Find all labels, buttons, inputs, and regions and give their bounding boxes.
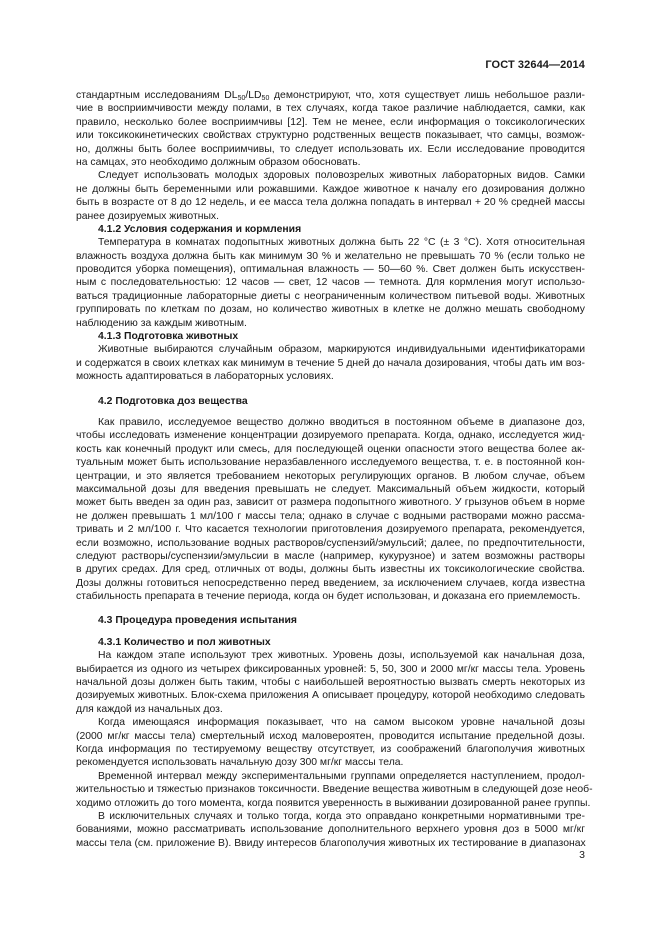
paragraph-line: Когда имеющаяся информация показывает, что на самом высоком уровне начальной дозы [98, 717, 585, 729]
text-run: /LD [245, 90, 262, 101]
paragraph-line: следуют растворы/суспензии/эмульсии в масле (например, кукурузное) и затем возможны растворы [76, 550, 585, 562]
paragraph-line: влажность воздуха должна быть как минимум 30 % и желательно не превышать 70 % (если только не [76, 250, 585, 262]
paragraph-line: туальным может быть использование неразбавленного исследуемого вещества, т. е. в постоянной кон- [76, 457, 585, 469]
spacer [76, 603, 585, 614]
spacer [76, 628, 585, 636]
paragraph-line: группировать по клеткам по дозам, но количество животных в клетке не должно мешать свободному [76, 304, 585, 316]
paragraph-line: правило, несколько более восприимчивы [12]. Тем не менее, если информация о токсикологических [76, 116, 585, 128]
section-heading: 4.1.3 Подготовка животных [98, 331, 239, 343]
paragraph-line: Следует использовать молодых здоровых половозрелых животных лабораторных видов. Самки [98, 170, 585, 182]
paragraph-line: центрации, и это является требованием некоторых регулирующих органов. В любом случае, объем [76, 470, 585, 482]
section-heading: 4.1.2 Условия содержания и кормления [98, 223, 302, 235]
paragraph-line: бованиями, можно рассматривать использование дополнительного верхнего уровня доз в 5000 мг/кг [76, 824, 585, 836]
paragraph-line: массы тела (см. приложение В). Ввиду интересов благополучия животных их тестирование в диапазонах [76, 837, 586, 849]
paragraph-line: ваться традиционные лабораторные диеты с неограниченным количеством питьевой воды. Животных [76, 290, 585, 302]
paragraph-line: На каждом этапе используют трех животных. Уровень дозы, используемой как начальная доза, [98, 650, 585, 662]
text-run: демонстрируют, что, хотя существует лишь небольшое разли- [269, 90, 585, 101]
paragraph-line: быть в возрасте от 8 до 12 недель, и ее масса тела должна попадать в интервал + 20 % средней массы [76, 197, 585, 209]
paragraph-line: (2000 мг/кг массы тела) смертельный исход маловероятен, проводится испытание предельной дозы. [76, 730, 585, 742]
paragraph-line: ранее дозируемых животных. [76, 210, 220, 222]
paragraph-line: или токсикокинетических свойствах структурно родственных веществ показывает, что самцы, возмож- [76, 130, 585, 142]
paragraph-line: дозируемых животных. Блок-схема приложения А описывает процедуру, которой необходимо следовать [76, 690, 585, 702]
paragraph-line: В исключительных случаях и только тогда, когда это оправдано конкретными нормативными тре- [98, 810, 585, 822]
paragraph-line: начальной дозы должен быть таким, чтобы с наибольшей вероятностью вызвать смерть некоторых из [76, 677, 585, 689]
paragraph-line: стабильность препарата в течение периода, когда он будет использован, и доказана его приемлемость. [76, 591, 581, 603]
paragraph-line: и содержатся в своих клетках как минимум в течение 5 дней до начала дозирования, чтобы дать им воз- [76, 357, 585, 369]
paragraph-line: чтобы исследовать изменение концентрации дозируемого препарата. Когда, однако, исследуется жид- [76, 430, 585, 442]
paragraph-line: чие в восприимчивости между полами, в тех случаях, когда такое различие наблюдается, самки, как [76, 103, 585, 115]
paragraph-line: можность адаптироваться в лабораторных условиях. [76, 371, 334, 383]
paragraph-line: Временной интервал между экспериментальными группами определяется наступлением, продол- [98, 770, 585, 782]
paragraph-line: рекомендуется использовать начальную дозу 300 мг/кг массы тела. [76, 757, 404, 769]
paragraph-line: если возможно, использование водных растворов/суспензий/эмульсий; далее, по предпочтительности, [76, 537, 585, 549]
paragraph-line: Животные выбираются случайным образом, маркируются индивидуальными идентификаторами [98, 344, 585, 356]
paragraph-line: ходимо отложить до того момента, когда появится уверенность в выживании дозированной ранее группы. [76, 797, 591, 809]
paragraph-line: выбирается из одного из четырех фиксированных уровней: 5, 50, 300 и 2000 мг/кг массы тела. Уровень [76, 663, 585, 675]
paragraph-line: для каждой из начальных доз. [76, 703, 223, 715]
paragraph-line [76, 89, 585, 102]
subsection-heading: 4.3.1 Количество и пол животных [98, 636, 271, 648]
section-heading: 4.2 Подготовка доз вещества [98, 395, 248, 407]
document-code: ГОСТ 32644—2014 [485, 59, 585, 71]
paragraph-line: но, должны быть более восприимчивы, то следует использовать их. Если исследование проводится [76, 143, 585, 155]
body-text [76, 89, 593, 850]
paragraph-line: не должны быть беременными или рожавшими. Каждое животное к началу его дозирования должно [76, 183, 585, 195]
paragraph-line: не должен превышать 1 мл/100 г массы тела; однако в случае с водными растворами можно рассма- [76, 510, 585, 522]
page-number: 3 [579, 849, 585, 861]
subscript: 50 [261, 95, 270, 102]
spacer [76, 408, 585, 416]
paragraph-line: Температура в комнатах подопытных животных должна быть 22 °С (± 3 °С). Хотя относительная [98, 237, 585, 249]
paragraph-line: кость как конечный продукт или смесь, для последующей оценки опасности этого вещества более ак- [76, 443, 585, 455]
section-heading: 4.3 Процедура проведения испытания [98, 615, 297, 627]
paragraph-line: жительностью и тяжестью признаков токсичности. Введение вещества животным в следующей дозе необ- [76, 784, 593, 796]
paragraph-line: на самцах, это необходимо должным образом обосновать. [76, 156, 361, 168]
paragraph-line: наблюдению за каждым животным. [76, 317, 247, 329]
paragraph-line: Когда информация по тестируемому веществу отсутствует, из соображений благополучия животных [76, 743, 585, 755]
paragraph-line: тривать и 2 мл/100 г. Что касается технологии приготовления дозируемого препарата, рекомендуется, [76, 524, 585, 536]
paragraph-line: Как правило, исследуемое вещество должно вводиться в постоянном объеме в диапазоне доз, [98, 416, 585, 428]
paragraph-line: в других средах. Для сред, отличных от воды, должны быть известны их токсикологические свойства. [76, 564, 585, 576]
subscript: 50 [237, 95, 246, 102]
paragraph-line: максимальной дозы для введения превышать не следует. Максимальный объем жидкости, который [76, 483, 585, 495]
paragraph-line: ным с последовательностью: 12 часов — свет, 12 часов — темнота. Для кормления могут использо- [76, 277, 585, 289]
text-run: стандартным исследованиям DL [76, 90, 238, 101]
paragraph-line: Дозы должны готовиться непосредственно перед введением, за исключением случаев, когда известна [76, 577, 585, 589]
spacer [76, 384, 585, 395]
paragraph-line: может быть введен за один раз, зависит от размера подопытного животного. У грызунов объем в норме [76, 497, 585, 509]
paragraph-line: проводится уборка помещения), оптимальная влажность — 50—60 %. Свет должен быть искусствен- [76, 264, 585, 276]
